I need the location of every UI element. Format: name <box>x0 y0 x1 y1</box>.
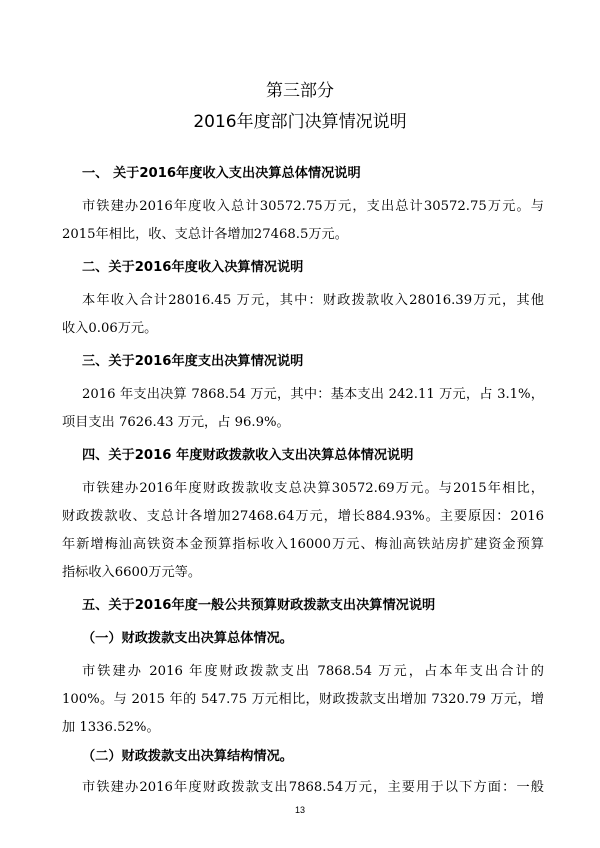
paragraph-line: 项目支出 7626.43 万元，占 96.9%。 <box>62 415 290 430</box>
paragraph-line: 指标收入6600万元等。 <box>62 565 202 580</box>
subsection-heading-2: （二）财政拨款支出决算结构情况。 <box>82 749 293 764</box>
paragraph-line: 收入0.06万元。 <box>62 321 158 336</box>
paragraph-line: 市铁建办2016年度收入总计30572.75万元，支出总计30572.75万元。与 <box>82 199 544 214</box>
paragraph-line: 市铁建办 2016 年度财政拨款支出 7868.54 万元，占本年支出合计的 <box>82 664 544 679</box>
section-heading-4: 四、关于2016 年度财政拨款收入支出决算总体情况说明 <box>82 448 414 463</box>
document-title: 2016年度部门决算情况说明 <box>193 112 407 132</box>
paragraph-line: 100%。与 2015 年的 547.75 万元相比，财政拨款支出增加 7320.79 万元，增 <box>62 692 544 707</box>
section-heading-1: 一、 关于2016年度收入支出决算总体情况说明 <box>82 166 361 181</box>
paragraph-line: 本年收入合计28016.45 万元，其中：财政拨款收入28016.39万元，其他 <box>82 293 544 308</box>
paragraph-line: 市铁建办2016年度财政拨款支出7868.54万元，主要用于以下方面：一般 <box>82 780 544 795</box>
part-heading: 第三部分 <box>266 81 334 101</box>
page-number: 13 <box>294 805 305 815</box>
section-heading-3: 三、关于2016年度支出决算情况说明 <box>82 354 304 369</box>
subsection-heading-1: （一）财政拨款支出决算总体情况。 <box>82 631 293 646</box>
paragraph-line: 加 1336.52%。 <box>62 720 160 735</box>
paragraph-line: 财政拨款收、支总计各增加27468.64万元，增长884.93%。主要原因：2016 <box>62 509 544 524</box>
section-heading-5: 五、关于2016年度一般公共预算财政拨款支出决算情况说明 <box>82 598 436 613</box>
section-heading-2: 二、关于2016年度收入决算情况说明 <box>82 260 304 275</box>
paragraph-line: 年新增梅汕高铁资本金预算指标收入16000万元、梅汕高铁站房扩建资金预算 <box>62 537 544 552</box>
paragraph-line: 市铁建办2016年度财政拨款收支总决算30572.69万元。与2015年相比， <box>82 481 544 496</box>
paragraph-line: 2015年相比，收、支总计各增加27468.5万元。 <box>62 227 348 242</box>
paragraph-line: 2016 年支出决算 7868.54 万元，其中：基本支出 242.11 万元，占 3.1%， <box>82 387 544 402</box>
